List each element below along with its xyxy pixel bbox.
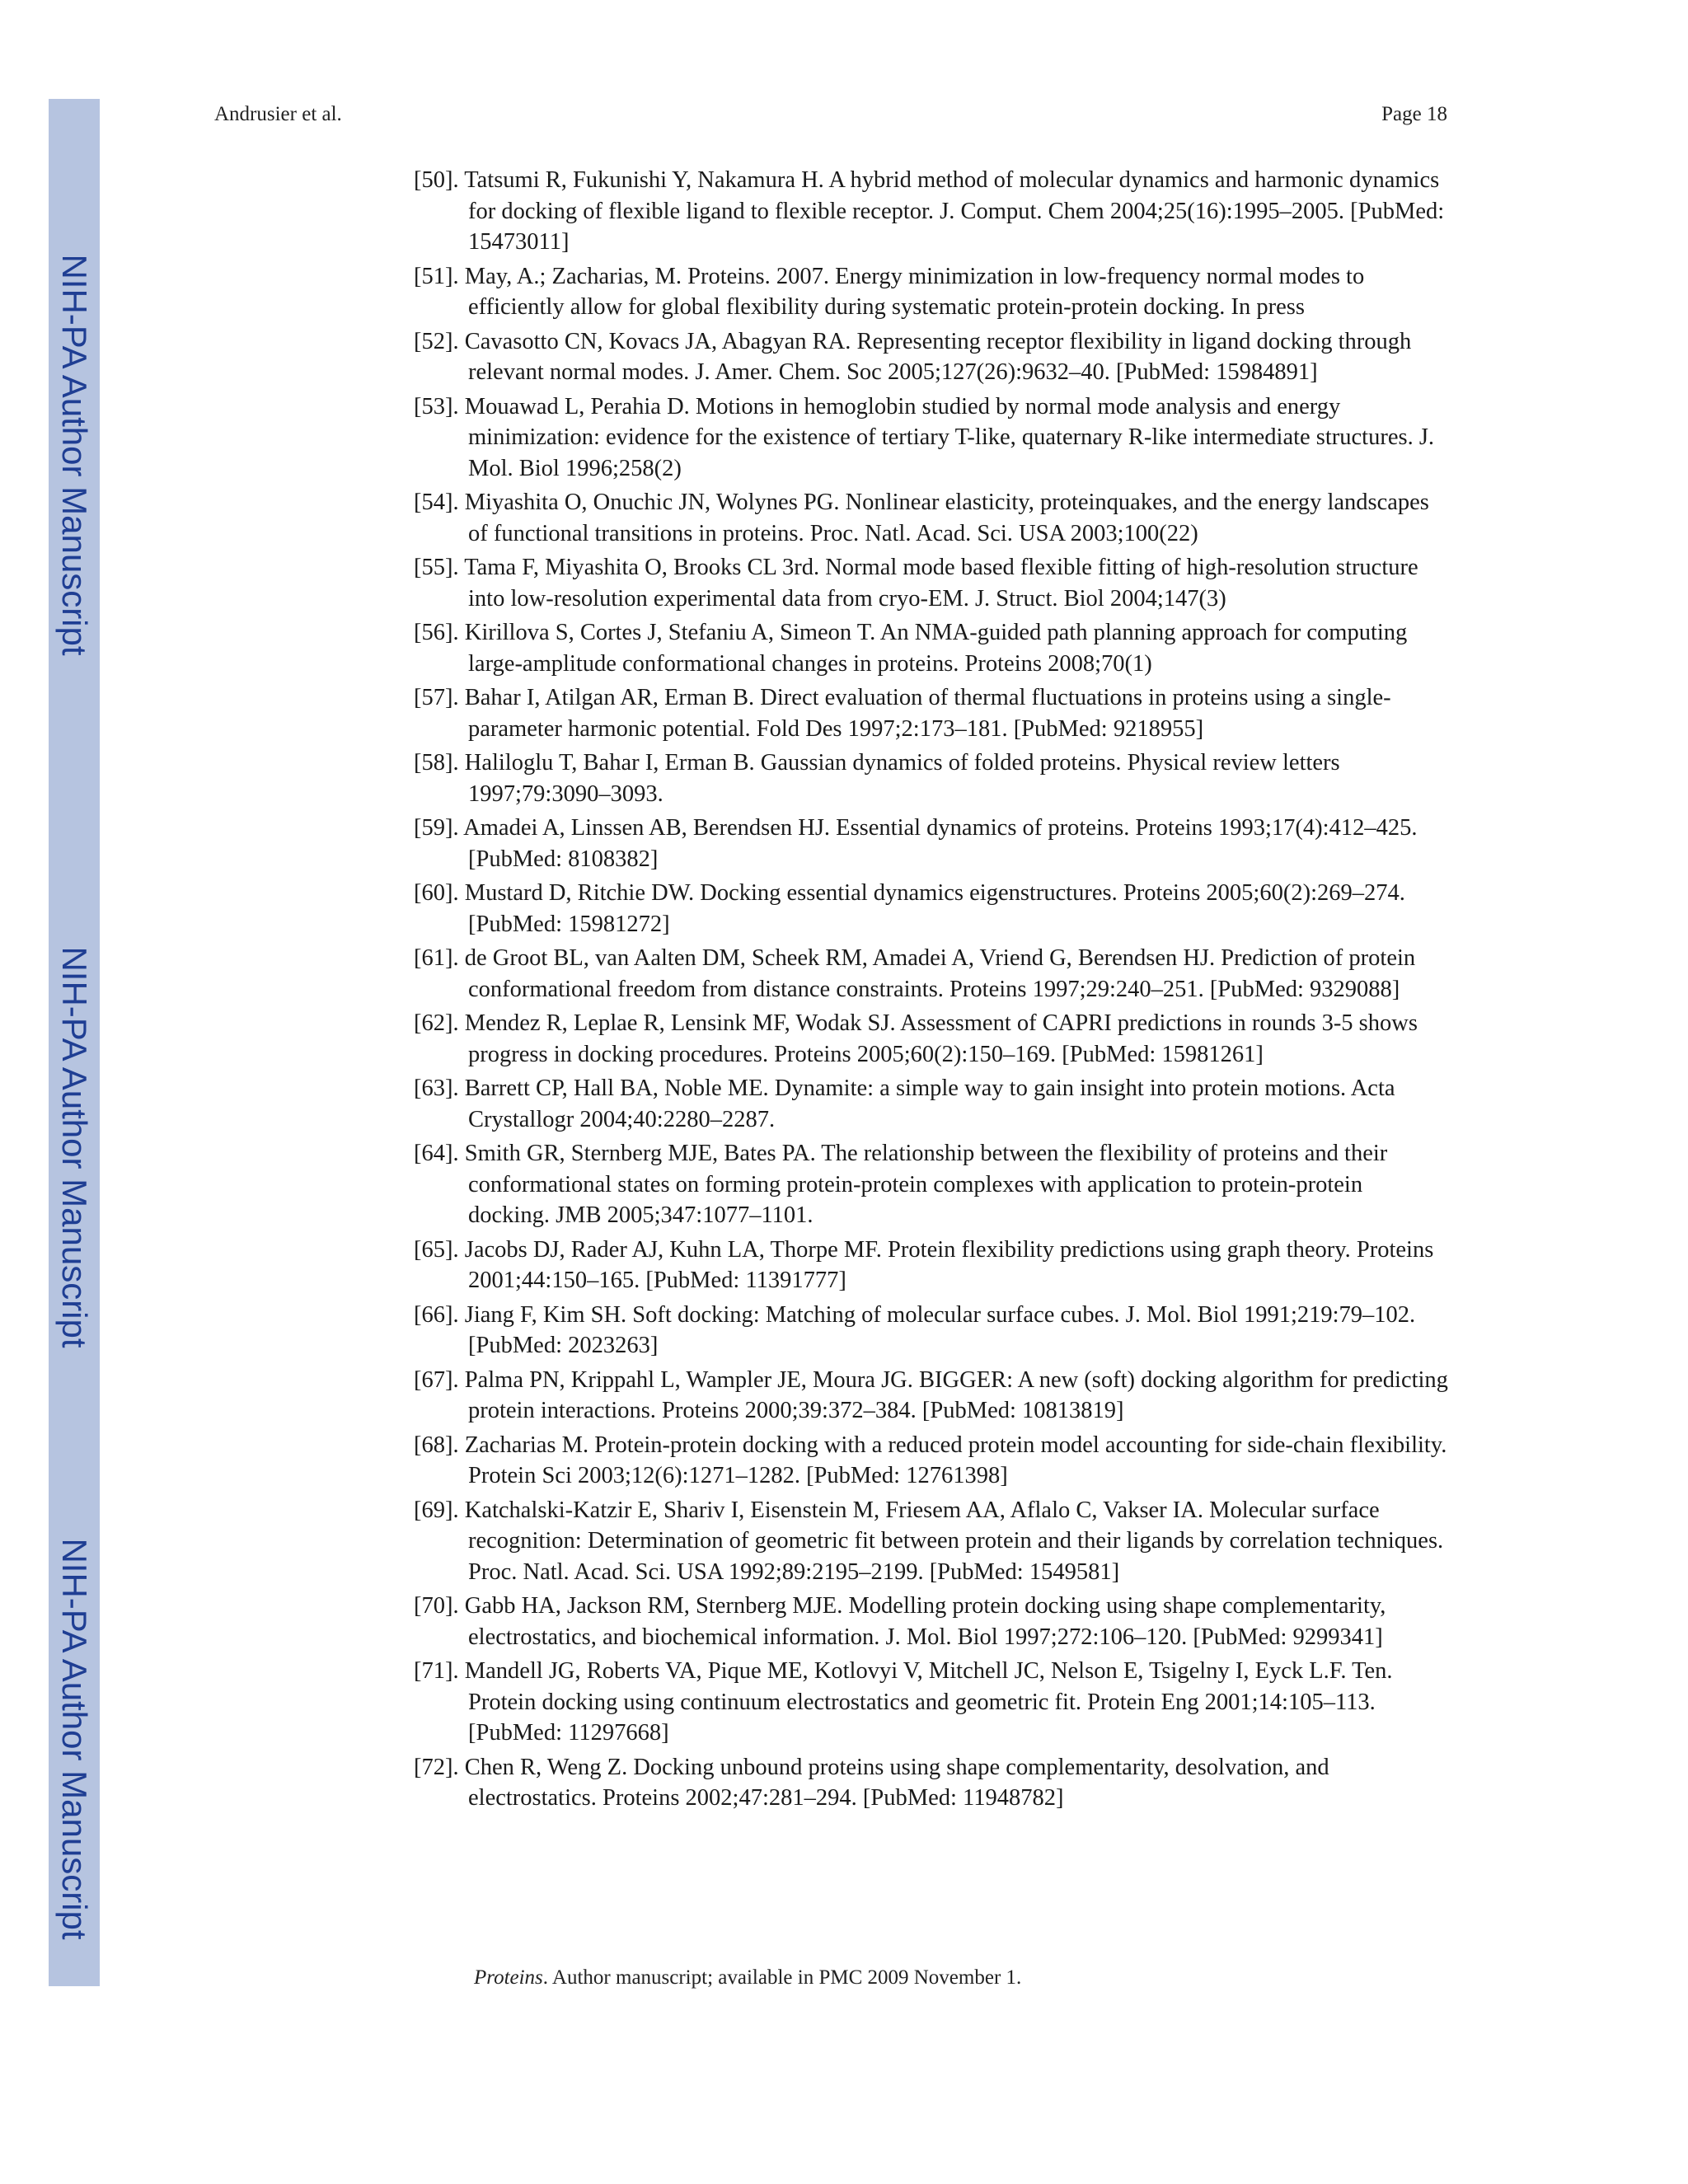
reference-text: Smith GR, Sternberg MJE, Bates PA. The relationship between the flexibility of proteins and their conformational states on forming protein-protein complexes with application to protein-protein docking. JMB 2005;347:1077–1101.: [464, 1141, 1388, 1228]
reference-number: [52].: [414, 328, 459, 354]
reference-item: [414, 1365, 1449, 1427]
reference-text: Barrett CP, Hall BA, Noble ME. Dynamite: a simple way to gain insight into protein motions. Acta Crystallogr 2004;40:2280–2287.: [464, 1076, 1395, 1132]
reference-item: [414, 326, 1449, 388]
footer-availability-note: . Author manuscript; available in PMC 2009 November 1.: [542, 1966, 1022, 1989]
reference-item: [414, 813, 1449, 874]
reference-number: [56].: [414, 620, 459, 645]
reference-number: [51].: [414, 263, 459, 289]
reference-text: Miyashita O, Onuchic JN, Wolynes PG. Nonlinear elasticity, proteinquakes, and the energy landscapes of functional transitions in proteins. Proc. Natl. Acad. Sci. USA 2003;100(22): [464, 490, 1429, 546]
reference-item: [414, 1235, 1449, 1296]
reference-item: [414, 261, 1449, 323]
reference-item: [414, 1656, 1449, 1749]
reference-number: [68].: [414, 1432, 459, 1458]
reference-number: [53].: [414, 393, 459, 419]
reference-item: [414, 1073, 1449, 1135]
reference-list: [414, 165, 1449, 1817]
reference-text: Katchalski-Katzir E, Shariv I, Eisenstein M, Friesem AA, Aflalo C, Vakser IA. Molecular surface recognition: Determination of geometric fit between protein and their ligands by correlation techniques. Proc. Natl. Acad. Sci. USA 1992;89:2195–2199. [PubMed: 1549581]: [464, 1497, 1444, 1585]
running-head-page-number: Page 18: [1381, 103, 1447, 125]
reference-text: Jiang F, Kim SH. Soft docking: Matching of molecular surface cubes. J. Mol. Biol 1991;219:79–102. [PubMed: 2023263]: [464, 1301, 1416, 1358]
reference-number: [50].: [414, 167, 459, 193]
reference-item: [414, 943, 1449, 1005]
reference-text: Tama F, Miyashita O, Brooks CL 3rd. Normal mode based flexible fitting of high-resolution structure into low-resolution experimental data from cryo-EM. J. Struct. Biol 2004;147(3): [464, 555, 1418, 612]
reference-text: de Groot BL, van Aalten DM, Scheek RM, Amadei A, Vriend G, Berendsen HJ. Prediction of protein conformational freedom from distance constraints. Proteins 1997;29:240–251. [PubMed: 9329088]: [464, 945, 1416, 1002]
reference-number: [60].: [414, 880, 459, 906]
reference-item: [414, 391, 1449, 485]
running-head-authors: Andrusier et al.: [214, 103, 342, 125]
reference-item: [414, 1591, 1449, 1652]
reference-text: Mandell JG, Roberts VA, Pique ME, Kotlovyi V, Mitchell JC, Nelson E, Tsigelny I, Eyck L.F. Ten. Protein docking using continuum electrostatics and geometric fit. Protein Eng 2001;14:105–113. [PubMed: 11297668]: [464, 1658, 1393, 1746]
reference-text: Jacobs DJ, Rader AJ, Kuhn LA, Thorpe MF. Protein flexibility predictions using graph theory. Proteins 2001;44:150–165. [PubMed: 11391777]: [464, 1236, 1434, 1293]
reference-item: [414, 1752, 1449, 1814]
reference-item: [414, 617, 1449, 679]
reference-item: [414, 552, 1449, 614]
reference-text: Amadei A, Linssen AB, Berendsen HJ. Essential dynamics of proteins. Proteins 1993;17(4):412–425. [PubMed: 8108382]: [463, 815, 1418, 872]
reference-item: [414, 1008, 1449, 1070]
reference-item: [414, 1430, 1449, 1492]
reference-text: Mouawad L, Perahia D. Motions in hemoglobin studied by normal mode analysis and energy minimization: evidence for the existence of tertiary T-like, quaternary R-like intermediate structures. J. Mol. Biol 1996;258(2): [464, 393, 1435, 481]
reference-number: [71].: [414, 1658, 459, 1684]
reference-item: [414, 165, 1449, 258]
reference-item: [414, 1495, 1449, 1588]
reference-number: [57].: [414, 685, 459, 710]
nih-manuscript-sidebar: [49, 99, 100, 1986]
reference-item: [414, 487, 1449, 549]
reference-number: [54].: [414, 490, 459, 515]
reference-text: Mendez R, Leplae R, Lensink MF, Wodak SJ. Assessment of CAPRI predictions in rounds 3-5 shows progress in docking procedures. Proteins 2005;60(2):150–169. [PubMed: 15981261]: [464, 1010, 1418, 1067]
reference-text: Mustard D, Ritchie DW. Docking essential dynamics eigenstructures. Proteins 2005;60(2):269–274. [PubMed: 15981272]: [464, 880, 1405, 937]
reference-number: [62].: [414, 1010, 459, 1036]
reference-text: Palma PN, Krippahl L, Wampler JE, Moura JG. BIGGER: A new (soft) docking algorithm for predicting protein interactions. Proteins 2000;39:372–384. [PubMed: 10813819]: [464, 1366, 1448, 1423]
reference-number: [58].: [414, 750, 459, 776]
reference-text: Chen R, Weng Z. Docking unbound proteins using shape complementarity, desolvation, and electrostatics. Proteins 2002;47:281–294. [PubMed: 11948782]: [464, 1754, 1329, 1811]
reference-text: Gabb HA, Jackson RM, Sternberg MJE. Modelling protein docking using shape complementarity, electrostatics, and biochemical information. J. Mol. Biol 1997;272:106–120. [PubMed: 9299341]: [464, 1593, 1386, 1650]
reference-item: [414, 878, 1449, 940]
reference-number: [67].: [414, 1366, 459, 1393]
reference-text: Kirillova S, Cortes J, Stefaniu A, Simeon T. An NMA-guided path planning approach for computing large-amplitude conformational changes in proteins. Proteins 2008;70(1): [464, 620, 1408, 677]
reference-number: [70].: [414, 1593, 459, 1619]
reference-number: [66].: [414, 1301, 459, 1328]
reference-item: [414, 1138, 1449, 1231]
reference-number: [61].: [414, 945, 459, 971]
reference-text: Cavasotto CN, Kovacs JA, Abagyan RA. Representing receptor flexibility in ligand docking through relevant normal modes. J. Amer. Chem. Soc 2005;127(26):9632–40. [PubMed: 15984891]: [464, 328, 1412, 385]
reference-item: [414, 748, 1449, 809]
page-footer: [474, 1966, 1021, 1990]
reference-number: [55].: [414, 555, 459, 580]
reference-text: Tatsumi R, Fukunishi Y, Nakamura H. A hybrid method of molecular dynamics and harmonic dynamics for docking of flexible ligand to flexible receptor. J. Comput. Chem 2004;25(16):1995–2005. [PubMed: 15473011]: [464, 167, 1445, 255]
reference-text: Zacharias M. Protein-protein docking with a reduced protein model accounting for side-chain flexibility. Protein Sci 2003;12(6):1271–1282. [PubMed: 12761398]: [464, 1432, 1447, 1488]
reference-text: Haliloglu T, Bahar I, Erman B. Gaussian dynamics of folded proteins. Physical review letters 1997;79:3090–3093.: [464, 750, 1340, 807]
reference-number: [64].: [414, 1141, 459, 1166]
reference-item: [414, 1300, 1449, 1361]
reference-text: May, A.; Zacharias, M. Proteins. 2007. Energy minimization in low-frequency normal modes to efficiently allow for global flexibility during systematic protein-protein docking. In press: [464, 263, 1365, 320]
footer-journal-name: Proteins: [474, 1966, 543, 1989]
sidebar-label-1: NIH-PA Author Manuscript: [55, 254, 94, 656]
reference-item: [414, 682, 1449, 744]
reference-text: Bahar I, Atilgan AR, Erman B. Direct evaluation of thermal fluctuations in proteins using a single-parameter harmonic potential. Fold Des 1997;2:173–181. [PubMed: 9218955]: [464, 685, 1391, 742]
reference-number: [65].: [414, 1236, 459, 1263]
reference-number: [63].: [414, 1076, 459, 1101]
reference-number: [69].: [414, 1497, 459, 1523]
sidebar-label-2: NIH-PA Author Manuscript: [55, 946, 94, 1348]
reference-number: [59].: [414, 815, 459, 841]
reference-number: [72].: [414, 1754, 459, 1780]
sidebar-label-3: NIH-PA Author Manuscript: [55, 1538, 94, 1940]
